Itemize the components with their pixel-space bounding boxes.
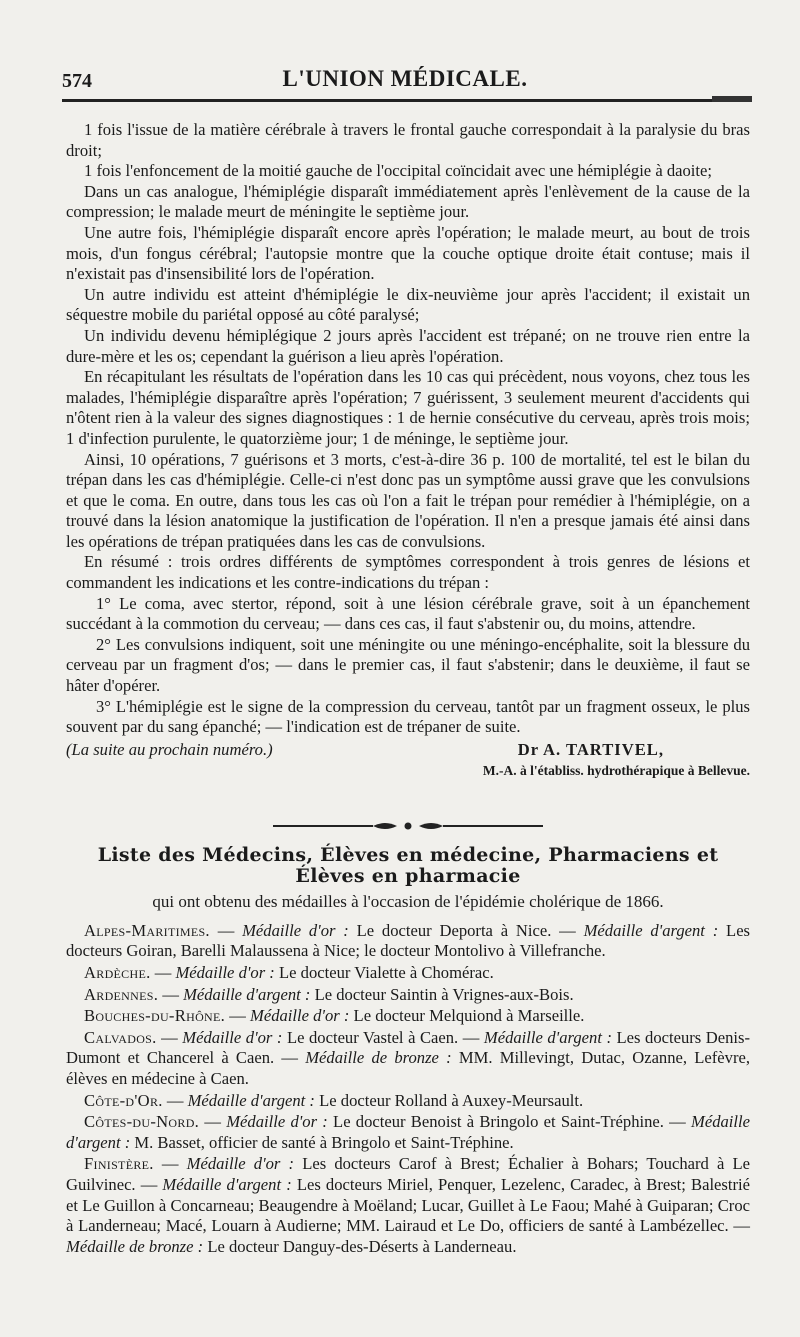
list-item: Côtes-du-Nord. — Médaille d'or : Le docteur Benoist à Bringolo et Saint-Tréphine. — Médaille d'argent : M. Basset, officier de santé à Bringolo et Saint-Tréphine. <box>66 1112 750 1152</box>
section-title: Liste des Médecins, Élèves en médecine, Pharmaciens et Élèves en pharmacie <box>97 843 719 887</box>
page-header <box>62 62 748 92</box>
conclusion-list <box>66 594 750 738</box>
medal-type: Médaille d'or : <box>175 963 275 982</box>
recipients: MM. Millevingt, Dutac, Ozanne, Lefèvre, élèves en médecine à Caen. <box>66 1048 751 1088</box>
medal-type: Médaille d'or : <box>242 920 349 940</box>
paragraph: 1 fois l'issue de la matière cérébrale à travers le frontal gauche correspondait à la paralysie du bras droit; <box>66 120 750 160</box>
medal-type: Médaille d'or : <box>250 1006 350 1026</box>
medal-type: Médaille d'argent : <box>66 1112 750 1152</box>
recipients: Les docteurs Miriel, Penquer, Lezelenc, Caradec, à Brest; Balestrié et Le Guillon à Concarneau; Beaugendre à Moëland; Lucar, Guillet à Le Faou; Mahé à Guiparan; Croc à Landerneau; Macé, Louarn à Audierne; MM. Lairaud et Le Do, officiers de santé à Lambézellec. — <box>66 1174 750 1236</box>
medal-type: Médaille d'argent : <box>583 920 719 940</box>
medal-type: Médaille d'argent : <box>183 984 311 1004</box>
page-number: 574 <box>62 70 92 92</box>
recipients: Le docteur Saintin à Vrignes-aux-Bois. <box>310 984 574 1004</box>
medal-type: Médaille de bronze : <box>66 1236 204 1256</box>
recipients: Le docteur Vialette à Chomérac. <box>274 963 494 982</box>
paragraph: Dans un cas analogue, l'hémiplégie disparaît immédiatement après l'enlèvement de la cause de la compression; le malade meurt de méningite le septième jour. <box>66 181 750 222</box>
recipients: Les docteurs Denis-Dumont et Chancerel à Caen. — <box>66 1027 751 1068</box>
paragraph: Une autre fois, l'hémiplégie disparaît encore après l'opération; le malade meurt, au bout de trois mois, d'un fongus cérébral; l'autopsie montre que la couche optique droite était contuse; mais il n'existait pas d'insensibilité lors de l'opération. <box>66 222 750 284</box>
paragraph: Ainsi, 10 opérations, 7 guérisons et 3 morts, c'est-à-dire 36 p. 100 de mortalité, tel est le bilan du trépan dans les cas d'hémiplégie. Celle-ci n'est donc pas un symptôme aussi grave que les convulsions et que le coma. En outre, dans tous les cas où l'on a fait le trépan pour remédier à l'hémiplégie, on a trouvé dans la lésion anatomique la justification de l'opération. Il n'en a presque jamais été ainsi dans les opérations de trépan pratiquées dans les cas de convulsions. <box>66 449 750 551</box>
list-item: Calvados. — Médaille d'or : Le docteur Vastel à Caen. — Médaille d'argent : Les docteurs Denis-Dumont et Chancerel à Caen. — Médaille de bronze : MM. Millevingt, Dutac, Ozanne, Lefèvre, élèves en médecine à Caen. <box>66 1027 751 1088</box>
list-item: Ardèche. — Médaille d'or : Le docteur Vialette à Chomérac. <box>84 963 494 982</box>
department-name: Ardennes. <box>84 984 159 1004</box>
medal-type: Médaille d'or : <box>226 1112 328 1132</box>
list-item: Côte-d'Or. — Médaille d'argent : Le docteur Rolland à Auxey-Meursault. <box>84 1090 584 1110</box>
medal-type: Médaille d'or : <box>182 1027 283 1047</box>
department-name: Alpes-Maritimes. <box>84 920 210 940</box>
section-divider-ornament <box>273 819 543 833</box>
section-subtitle: qui ont obtenu des médailles à l'occasion de l'épidémie cholérique de 1866. <box>152 891 664 911</box>
paragraph: Un individu devenu hémiplégique 2 jours après l'accident est trépané; on ne trouve rien entre la dure-mère et les os; cependant la guérison a lieu après l'opération. <box>66 325 750 366</box>
recipients: Le docteur Benoist à Bringolo et Saint-Tréphine. — <box>327 1112 692 1132</box>
author-name: Dr A. TARTIVEL, <box>517 739 664 759</box>
recipients: Le docteur Melquiond à Marseille. <box>349 1006 585 1026</box>
medal-type: Médaille d'argent : <box>187 1090 315 1110</box>
list-item: Alpes-Maritimes. — Médaille d'or : Le docteur Deporta à Nice. — Médaille d'argent : Les docteurs Goiran, Barelli Malaussena à Nice; le docteur Montolivo à Villefranche. <box>66 920 751 961</box>
paragraph: En récapitulant les résultats de l'opération dans les 10 cas qui précèdent, nous voyons, chez tous les malades, l'hémiplégie disparaître après l'opération; 7 guérissent, 3 seulement meurent d'accidents qui n'ôtent rien à la valeur des signes diagnostiques : 1 de hernie consécutive du cerveau, après trois mois; 1 d'infection purulente, le quatorzième jour; 1 de méninge, le septième jour. <box>66 367 750 448</box>
medal-type: Médaille d'argent : <box>162 1174 292 1194</box>
recipients: Le docteur Rolland à Auxey-Meursault. <box>314 1090 584 1110</box>
recipients: Le docteur Deporta à Nice. — <box>348 920 584 940</box>
medal-type: Médaille d'or : <box>186 1154 295 1174</box>
department-name: Ardèche. <box>84 963 151 982</box>
department-name: Bouches-du-Rhône. <box>84 1006 226 1026</box>
department-name: Côtes-du-Nord. <box>84 1112 200 1132</box>
department-name: Côte-d'Or. <box>84 1090 163 1110</box>
list-item: Bouches-du-Rhône. — Médaille d'or : Le docteur Melquiond à Marseille. <box>84 1006 585 1026</box>
paragraph: Un autre individu est atteint d'hémiplégie le dix-neuvième jour après l'accident; il existait un séquestre mobile du pariétal opposé au côté paralysé; <box>66 284 750 325</box>
recipients: Le docteur Vastel à Caen. — <box>282 1027 484 1047</box>
header-rule-tail <box>712 96 752 102</box>
signature-row <box>66 740 750 761</box>
department-name: Calvados. <box>84 1027 157 1047</box>
medal-type: Médaille d'argent : <box>483 1027 612 1047</box>
list-item: 1° Le coma, avec stertor, répond, soit à une lésion cérébrale grave, soit à un épanchement succédant à la commotion du cerveau; — dans ces cas, il faut s'abstenir ou, du moins, attendre. <box>66 593 750 634</box>
header-rule <box>62 99 748 102</box>
article-body <box>66 120 750 1257</box>
list-item: 2° Les convulsions indiquent, soit une méningite ou une méningo-encéphalite, soit la blessure du cerveau par un fragment d'os; — dans le premier cas, il faut s'abstenir; dans le deuxième, il faut se hâter d'opérer. <box>66 634 750 696</box>
list-item: 3° L'hémiplégie est le signe de la compression du cerveau, tantôt par un fragment osseux, le plus souvent par du sang épanché; — l'indication est de trépaner de suite. <box>66 696 750 737</box>
author-affiliation: M.-A. à l'établiss. hydrothérapique à Bellevue. <box>482 762 750 778</box>
recipients: Les docteurs Goiran, Barelli Malaussena à Nice; le docteur Montolivo à Villefranche. <box>66 920 751 961</box>
paragraph: En résumé : trois ordres différents de symptômes correspondent à trois genres de lésions et commandent les indications et les contre-indications du trépan : <box>66 552 750 593</box>
recipients: Les docteurs Carof à Brest; Échalier à Bohars; Touchard à Le Guilvinec. — <box>66 1154 751 1194</box>
recipients: Le docteur Danguy-des-Déserts à Landerneau. <box>203 1236 517 1256</box>
recipients: M. Basset, officier de santé à Bringolo et Saint-Tréphine. <box>130 1132 514 1152</box>
paragraph: 1 fois l'enfoncement de la moitié gauche de l'occipital coïncidait avec une hémiplégie à daoite; <box>84 161 712 181</box>
list-item: Finistère. — Médaille d'or : Les docteurs Carof à Brest; Échalier à Bohars; Touchard à Le Guilvinec. — Médaille d'argent : Les docteurs Miriel, Penquer, Lezelenc, Caradec, à Brest; Balestrié et Le Guillon à Concarneau; Beaugendre à Moëland; Lucar, Guillet à Le Faou; Mahé à Guiparan; Croc à Landerneau; Macé, Louarn à Audierne; MM. Lairaud et Le Do, officiers de santé à Lambézellec. — Médaille de bronze : Le docteur Danguy-des-Déserts à Landerneau. <box>66 1154 751 1256</box>
medal-type: Médaille de bronze : <box>305 1048 452 1068</box>
journal-title: L'UNION MÉDICALE. <box>282 66 528 91</box>
continued-note: (La suite au prochain numéro.) <box>66 739 273 759</box>
medal-list <box>66 921 750 1258</box>
department-name: Finistère. <box>84 1154 154 1174</box>
list-item: Ardennes. — Médaille d'argent : Le docteur Saintin à Vrignes-aux-Bois. <box>84 984 574 1004</box>
